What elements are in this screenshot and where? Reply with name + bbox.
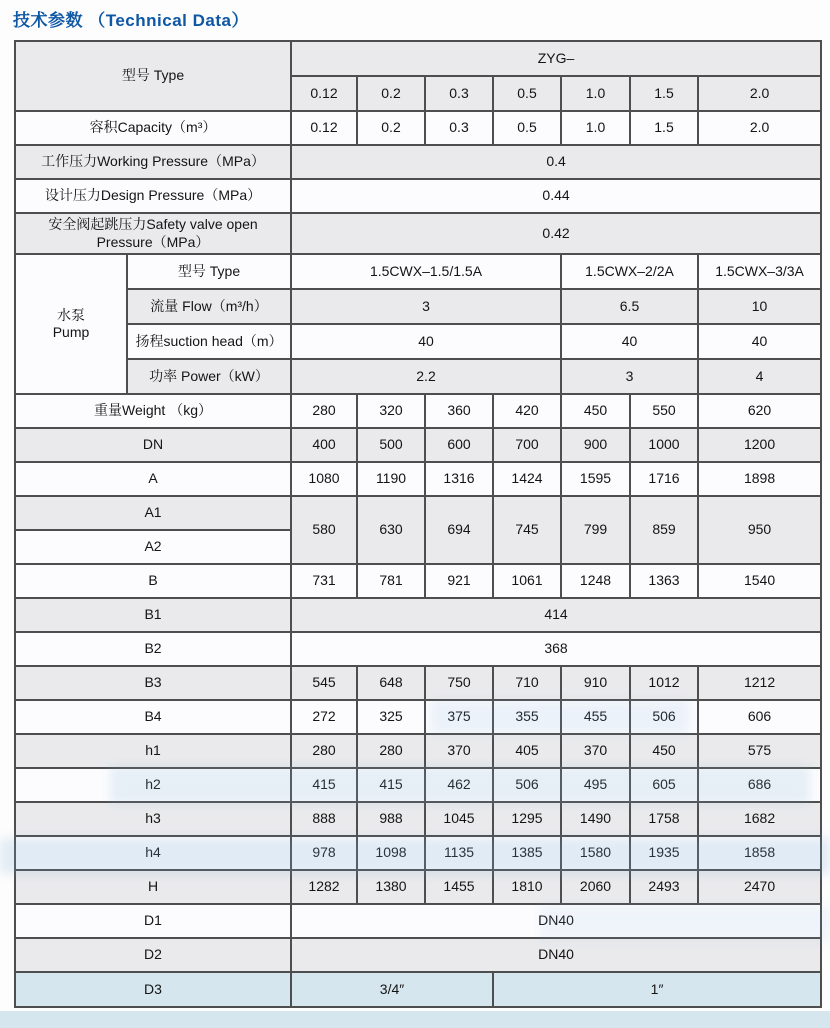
row-pump-flow bbox=[15, 289, 821, 324]
row-label-weight: 重量Weight （kg） bbox=[15, 394, 291, 428]
cell-pump-power: 4 bbox=[698, 359, 821, 394]
cell-pump-power: 3 bbox=[561, 359, 698, 394]
row-working-pressure bbox=[15, 145, 821, 179]
cell-h2: 495 bbox=[561, 768, 630, 802]
cell-h1: 450 bbox=[630, 734, 698, 768]
cell-dn: 600 bbox=[425, 428, 493, 462]
cell-a1a2: 799 bbox=[561, 496, 630, 564]
row-label-safety-valve: 安全阀起跳压力Safety valve open Pressure（MPa） bbox=[15, 213, 291, 254]
cell-weight: 360 bbox=[425, 394, 493, 428]
cell-b3: 710 bbox=[493, 666, 561, 700]
cell-pump-head: 40 bbox=[698, 324, 821, 359]
row-b bbox=[15, 564, 821, 598]
row-label-b4: B4 bbox=[15, 700, 291, 734]
cell-pump-head: 40 bbox=[291, 324, 561, 359]
cell-b: 781 bbox=[357, 564, 425, 598]
cell-a: 1898 bbox=[698, 462, 821, 496]
row-label-b2: B2 bbox=[15, 632, 291, 666]
cell-a1a2: 745 bbox=[493, 496, 561, 564]
cell-weight: 280 bbox=[291, 394, 357, 428]
cell-b4: 355 bbox=[493, 700, 561, 734]
pump-group-label-en: Pump bbox=[52, 324, 90, 340]
header-size: 0.2 bbox=[357, 76, 425, 111]
cell-b3: 750 bbox=[425, 666, 493, 700]
cell-pump-flow: 6.5 bbox=[561, 289, 698, 324]
header-series-name: ZYG– bbox=[291, 41, 821, 76]
technical-data-table bbox=[14, 40, 822, 1008]
cell-weight: 320 bbox=[357, 394, 425, 428]
cell-h2: 506 bbox=[493, 768, 561, 802]
cell-h3: 888 bbox=[291, 802, 357, 836]
cell-b4: 375 bbox=[425, 700, 493, 734]
cell-h-total: 2493 bbox=[630, 870, 698, 904]
row-label-h-total: H bbox=[15, 870, 291, 904]
row-b2 bbox=[15, 632, 821, 666]
row-label-a1: A1 bbox=[15, 496, 291, 530]
cell-b3: 648 bbox=[357, 666, 425, 700]
cell-pump-power: 2.2 bbox=[291, 359, 561, 394]
cell-pump-flow: 3 bbox=[291, 289, 561, 324]
cell-h2: 686 bbox=[698, 768, 821, 802]
row-d2 bbox=[15, 938, 821, 972]
cell-d3: 3/4″ bbox=[291, 972, 493, 1007]
cell-a: 1424 bbox=[493, 462, 561, 496]
cell-b3: 1212 bbox=[698, 666, 821, 700]
cell-pump-head: 40 bbox=[561, 324, 698, 359]
cell-d3: 1″ bbox=[493, 972, 821, 1007]
cell-b: 1248 bbox=[561, 564, 630, 598]
cell-b: 731 bbox=[291, 564, 357, 598]
cell-pump-type: 1.5CWX–1.5/1.5A bbox=[291, 254, 561, 289]
cell-weight: 550 bbox=[630, 394, 698, 428]
cell-a1a2: 859 bbox=[630, 496, 698, 564]
cell-a1a2: 694 bbox=[425, 496, 493, 564]
row-label-h4: h4 bbox=[15, 836, 291, 870]
row-label-d3: D3 bbox=[15, 972, 291, 1007]
cell-a: 1316 bbox=[425, 462, 493, 496]
row-h3 bbox=[15, 802, 821, 836]
cell-h2: 605 bbox=[630, 768, 698, 802]
cell-dn: 1200 bbox=[698, 428, 821, 462]
row-label-d1: D1 bbox=[15, 904, 291, 938]
cell-d1: DN40 bbox=[291, 904, 821, 938]
cell-a1a2: 630 bbox=[357, 496, 425, 564]
cell-h-total: 1282 bbox=[291, 870, 357, 904]
cell-d2: DN40 bbox=[291, 938, 821, 972]
row-h1 bbox=[15, 734, 821, 768]
pump-group-label bbox=[15, 254, 127, 394]
cell-dn: 700 bbox=[493, 428, 561, 462]
row-label-pump-type: 型号 Type bbox=[127, 254, 291, 289]
cell-h1: 370 bbox=[425, 734, 493, 768]
page-title: 技术参数 （Technical Data） bbox=[13, 11, 249, 30]
cell-b1: 414 bbox=[291, 598, 821, 632]
row-safety-valve bbox=[15, 213, 821, 254]
row-pump-head bbox=[15, 324, 821, 359]
cell-pump-type: 1.5CWX–2/2A bbox=[561, 254, 698, 289]
row-label-design-pressure: 设计压力Design Pressure（MPa） bbox=[15, 179, 291, 213]
cell-h3: 988 bbox=[357, 802, 425, 836]
cell-h4: 1580 bbox=[561, 836, 630, 870]
cell-h4: 1385 bbox=[493, 836, 561, 870]
cell-b4: 506 bbox=[630, 700, 698, 734]
header-size: 0.12 bbox=[291, 76, 357, 111]
cell-safety-valve: 0.42 bbox=[291, 213, 821, 254]
cell-b4: 455 bbox=[561, 700, 630, 734]
row-label-dn: DN bbox=[15, 428, 291, 462]
cell-a1a2: 950 bbox=[698, 496, 821, 564]
row-label-a: A bbox=[15, 462, 291, 496]
row-b3 bbox=[15, 666, 821, 700]
cell-capacity: 0.12 bbox=[291, 111, 357, 145]
row-label-working-pressure: 工作压力Working Pressure（MPa） bbox=[15, 145, 291, 179]
cell-weight: 620 bbox=[698, 394, 821, 428]
header-size: 0.3 bbox=[425, 76, 493, 111]
row-label-b3: B3 bbox=[15, 666, 291, 700]
row-label-pump-head: 扬程suction head（m） bbox=[127, 324, 291, 359]
cell-b4: 606 bbox=[698, 700, 821, 734]
cell-h3: 1490 bbox=[561, 802, 630, 836]
cell-dn: 400 bbox=[291, 428, 357, 462]
cell-h1: 370 bbox=[561, 734, 630, 768]
cell-h4: 1858 bbox=[698, 836, 821, 870]
cell-b4: 325 bbox=[357, 700, 425, 734]
cell-a1a2: 580 bbox=[291, 496, 357, 564]
cell-h1: 575 bbox=[698, 734, 821, 768]
row-d1 bbox=[15, 904, 821, 938]
header-size: 2.0 bbox=[698, 76, 821, 111]
row-header-series bbox=[15, 41, 821, 76]
row-pump-power bbox=[15, 359, 821, 394]
row-design-pressure bbox=[15, 179, 821, 213]
cell-b2: 368 bbox=[291, 632, 821, 666]
cell-b: 921 bbox=[425, 564, 493, 598]
cell-dn: 900 bbox=[561, 428, 630, 462]
cell-dn: 500 bbox=[357, 428, 425, 462]
cell-capacity: 0.5 bbox=[493, 111, 561, 145]
cell-a: 1080 bbox=[291, 462, 357, 496]
header-size: 1.0 bbox=[561, 76, 630, 111]
cell-b3: 1012 bbox=[630, 666, 698, 700]
row-b1 bbox=[15, 598, 821, 632]
cell-h4: 1935 bbox=[630, 836, 698, 870]
row-label-d2: D2 bbox=[15, 938, 291, 972]
cell-pump-type: 1.5CWX–3/3A bbox=[698, 254, 821, 289]
cell-b3: 545 bbox=[291, 666, 357, 700]
cell-weight: 450 bbox=[561, 394, 630, 428]
row-d3 bbox=[15, 972, 821, 1007]
cell-h1: 280 bbox=[291, 734, 357, 768]
header-size: 1.5 bbox=[630, 76, 698, 111]
cell-h1: 280 bbox=[357, 734, 425, 768]
row-label-b1: B1 bbox=[15, 598, 291, 632]
cell-working-pressure: 0.4 bbox=[291, 145, 821, 179]
cell-h2: 462 bbox=[425, 768, 493, 802]
row-dn bbox=[15, 428, 821, 462]
cell-capacity: 0.3 bbox=[425, 111, 493, 145]
row-h2 bbox=[15, 768, 821, 802]
header-type-label: 型号 Type bbox=[15, 41, 291, 111]
row-h-total bbox=[15, 870, 821, 904]
cell-capacity: 0.2 bbox=[357, 111, 425, 145]
cell-pump-flow: 10 bbox=[698, 289, 821, 324]
cell-capacity: 1.5 bbox=[630, 111, 698, 145]
row-a bbox=[15, 462, 821, 496]
cell-b: 1061 bbox=[493, 564, 561, 598]
cell-h3: 1682 bbox=[698, 802, 821, 836]
row-label-pump-flow: 流量 Flow（m³/h） bbox=[127, 289, 291, 324]
row-b4 bbox=[15, 700, 821, 734]
pump-group-label-zh: 水泵 bbox=[57, 306, 85, 323]
cell-weight: 420 bbox=[493, 394, 561, 428]
cell-capacity: 2.0 bbox=[698, 111, 821, 145]
cell-h-total: 1380 bbox=[357, 870, 425, 904]
cell-b: 1363 bbox=[630, 564, 698, 598]
cell-h4: 1098 bbox=[357, 836, 425, 870]
cell-h4: 1135 bbox=[425, 836, 493, 870]
cell-b4: 272 bbox=[291, 700, 357, 734]
cell-a: 1716 bbox=[630, 462, 698, 496]
cell-h3: 1045 bbox=[425, 802, 493, 836]
cell-h3: 1295 bbox=[493, 802, 561, 836]
cell-h-total: 2470 bbox=[698, 870, 821, 904]
row-label-a2: A2 bbox=[15, 530, 291, 564]
row-label-pump-power: 功率 Power（kW） bbox=[127, 359, 291, 394]
cell-h-total: 2060 bbox=[561, 870, 630, 904]
row-label-h2: h2 bbox=[15, 768, 291, 802]
cell-a: 1190 bbox=[357, 462, 425, 496]
cell-h4: 978 bbox=[291, 836, 357, 870]
cell-capacity: 1.0 bbox=[561, 111, 630, 145]
row-label-capacity: 容积Capacity（m³） bbox=[15, 111, 291, 145]
row-capacity bbox=[15, 111, 821, 145]
row-label-b: B bbox=[15, 564, 291, 598]
cell-h1: 405 bbox=[493, 734, 561, 768]
cell-h-total: 1455 bbox=[425, 870, 493, 904]
cell-a: 1595 bbox=[561, 462, 630, 496]
cell-b3: 910 bbox=[561, 666, 630, 700]
header-size: 0.5 bbox=[493, 76, 561, 111]
cell-h3: 1758 bbox=[630, 802, 698, 836]
cell-b: 1540 bbox=[698, 564, 821, 598]
row-weight bbox=[15, 394, 821, 428]
background-photo-band bbox=[0, 1011, 830, 1028]
cell-h2: 415 bbox=[291, 768, 357, 802]
cell-design-pressure: 0.44 bbox=[291, 179, 821, 213]
row-a1 bbox=[15, 496, 821, 530]
row-h4 bbox=[15, 836, 821, 870]
cell-h2: 415 bbox=[357, 768, 425, 802]
cell-h-total: 1810 bbox=[493, 870, 561, 904]
cell-dn: 1000 bbox=[630, 428, 698, 462]
row-pump-type bbox=[15, 254, 821, 289]
row-label-h1: h1 bbox=[15, 734, 291, 768]
row-label-h3: h3 bbox=[15, 802, 291, 836]
